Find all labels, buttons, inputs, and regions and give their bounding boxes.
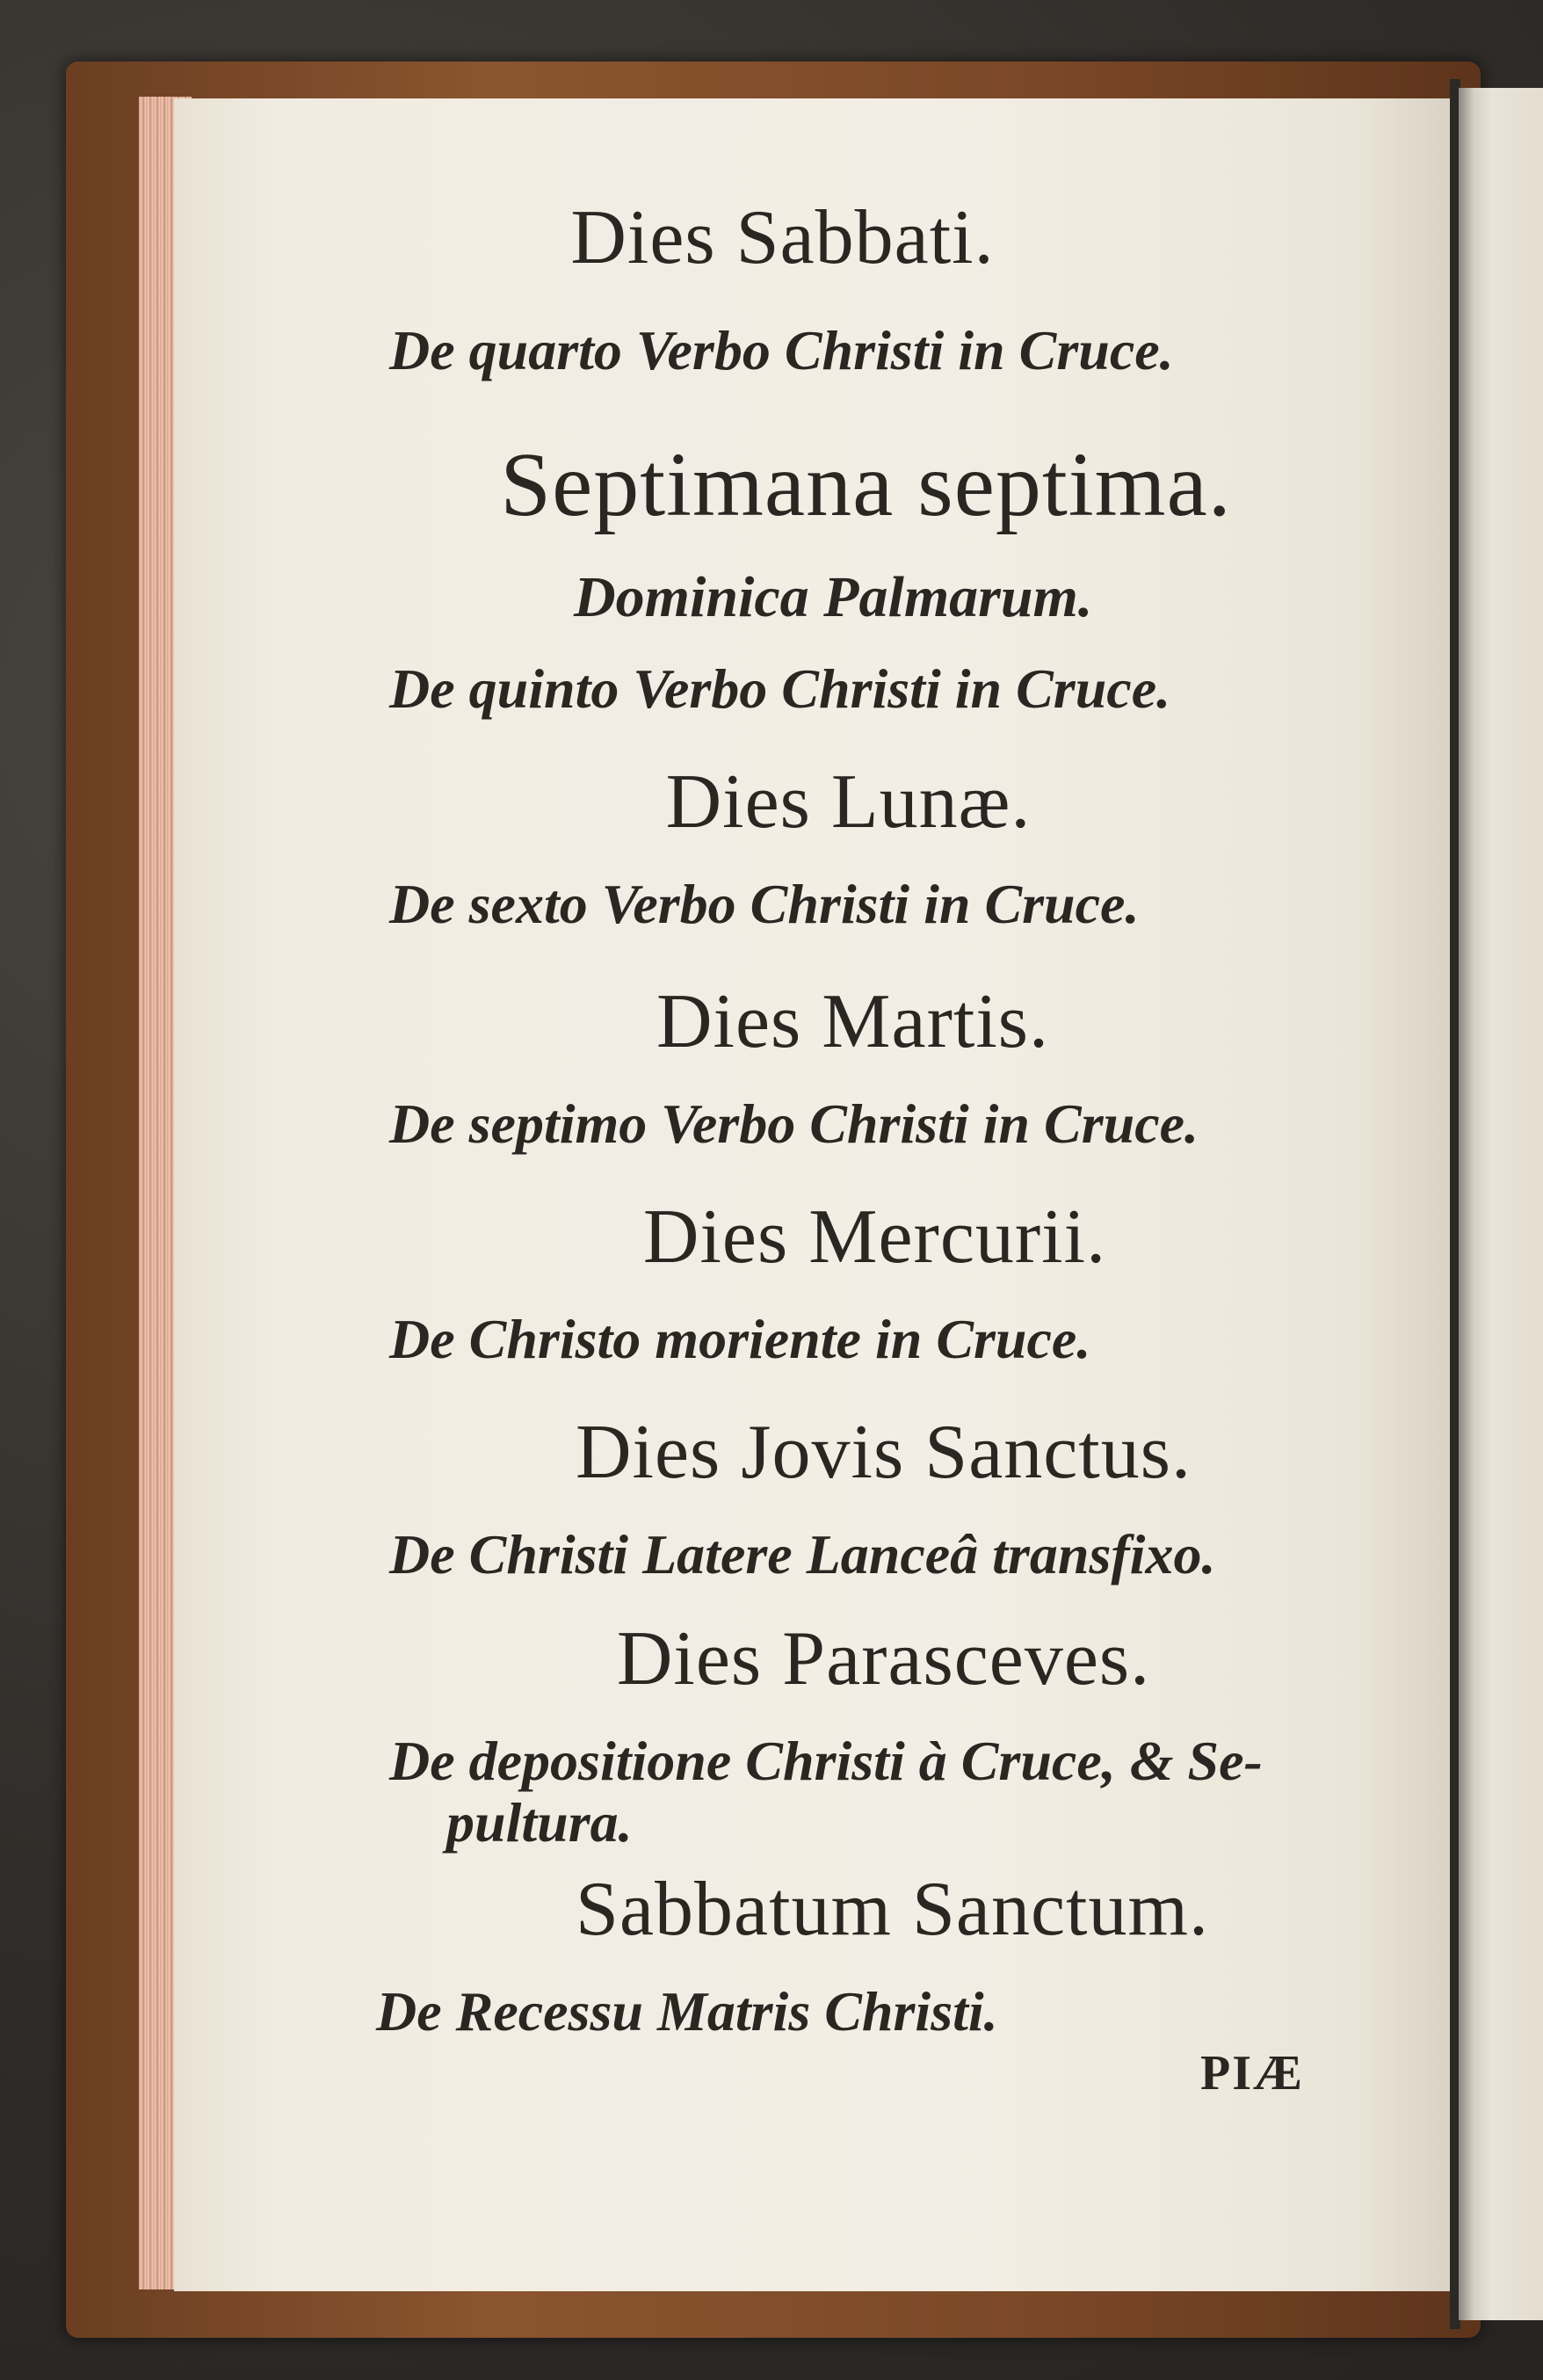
entry-text: De Christo moriente in Cruce. bbox=[389, 1308, 1091, 1370]
entry-text: De quarto Verbo Christi in Cruce. bbox=[389, 319, 1174, 381]
entry-heading: Dies Martis. bbox=[656, 979, 1050, 1064]
entry-text: De septimo Verbo Christi in Cruce. bbox=[389, 1092, 1199, 1155]
catchword: PIÆ bbox=[1200, 2046, 1304, 2101]
entry-text: De quinto Verbo Christi in Cruce. bbox=[389, 657, 1171, 720]
entry-heading: Dies Mercurii. bbox=[642, 1194, 1107, 1280]
entry-heading: Dies Lunæ. bbox=[665, 759, 1032, 845]
entry-text: De Recessu Matris Christi. bbox=[376, 1980, 998, 2043]
entry-text: De sexto Verbo Christi in Cruce. bbox=[389, 873, 1140, 935]
entry-heading: Dies Parasceves. bbox=[616, 1616, 1151, 1702]
entry-heading: Sabbatum Sanctum. bbox=[576, 1867, 1209, 1952]
entry-heading: Dominica Palmarum. bbox=[574, 565, 1093, 629]
entry-text: De depositione Christi à Cruce, & Se- bbox=[389, 1730, 1263, 1792]
entry-heading: Dies Sabbati. bbox=[570, 195, 995, 280]
entry-text-continued: pultura. bbox=[446, 1791, 633, 1854]
entry-text: De Christi Latere Lanceâ transfixo. bbox=[389, 1523, 1216, 1585]
entry-heading: Dies Jovis Sanctus. bbox=[576, 1410, 1192, 1495]
page-text bbox=[174, 98, 1452, 2291]
section-heading: Septimana septima. bbox=[500, 434, 1232, 535]
